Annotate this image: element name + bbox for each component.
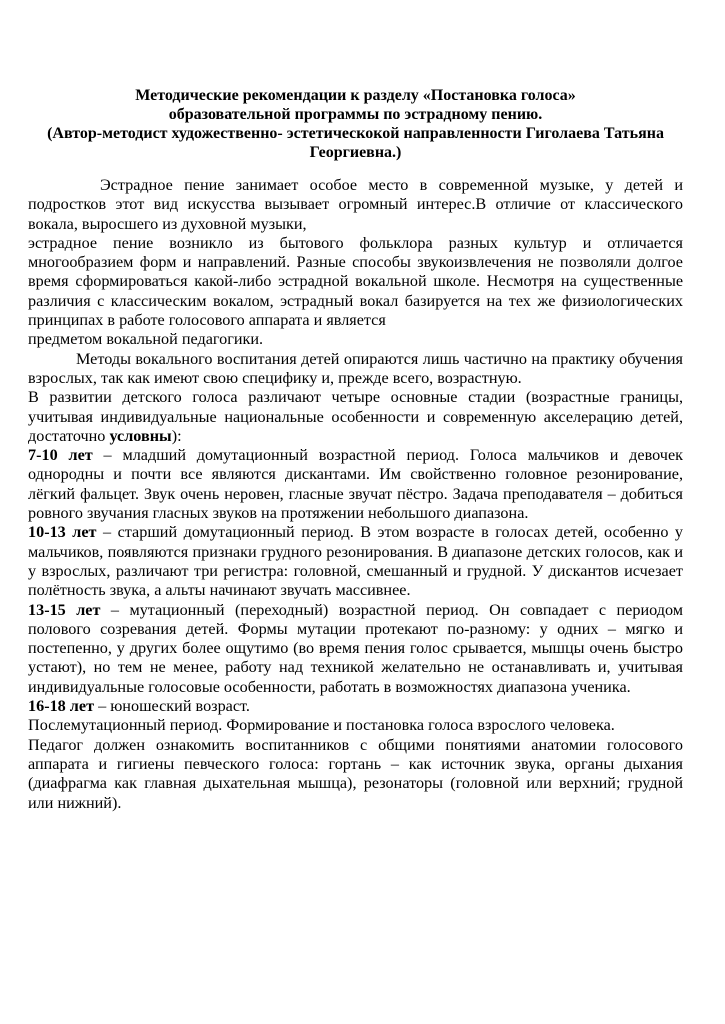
paragraph-stages bbox=[28, 388, 683, 446]
paragraph-stage-10-13 bbox=[28, 523, 683, 600]
stage-7-10-text: – младший домутационный возрастной период. Голоса мальчиков и девочек однородны и почти все являются дискантами. Им свойственно головное резонирование, лёгкий фальцет. Звук очень неровен, гласные звучат пёстро. Задача преподавателя – добиться ровного звучания гласных звуков на протяжении небольшого диапазона. bbox=[28, 446, 683, 523]
stage-7-10-label: 7-10 лет bbox=[28, 446, 93, 465]
stage-13-15-text: – мутационный (переходный) возрастной период. Он совпадает с периодом полового созревания детей. Формы мутации протекают по-разному: у одних – мягко и постепенно, у других более ощутимо (во время пения голос срывается, мышцы очень быстро устают), но тем не менее, работу над техникой желательно не останавливать и, учитывая индивидуальные голосовые особенности, работать в возможностях диапазона ученика. bbox=[28, 600, 683, 696]
paragraph-stage-13-15 bbox=[28, 601, 683, 697]
title-line-1: Методические рекомендации к разделу «Постановка голоса» bbox=[135, 87, 576, 104]
paragraph-methods: Методы вокального воспитания детей опираются лишь частично на практику обучения взрослых, так как имеют свою специфику и, прежде всего, возрастную. bbox=[28, 349, 683, 387]
paragraph-intro: Эстрадное пение занимает особое место в современной музыке, у детей и подростков этот вид искусства вызывает огромный интерес.В отличие от классического вокала, выросшего из духовной музыки, bbox=[28, 176, 683, 233]
paragraph-stage-16-18 bbox=[28, 697, 683, 716]
stage-16-18-text: – юношеский возраст. bbox=[94, 697, 250, 716]
title-line-2: образовательной программы по эстрадному пению. bbox=[168, 106, 543, 123]
stages-bold: условны bbox=[109, 426, 172, 445]
stage-16-18-label: 16-18 лет bbox=[28, 697, 95, 716]
stages-text: В развитии детского голоса различают четыре основные стадии (возрастные границы, учитывая индивидуальные национальные особенности и современную акселерацию детей, достаточно bbox=[28, 388, 683, 445]
paragraph-estrada: эстрадное пение возникло из бытового фольклора разных культур и отличается многообразием форм и направлений. Разные способы звукоизвлечения не позволяли долгое время сформироваться какой-либо эстрадной вокальной школе. Несмотря на существенные различия с классическим вокалом, эстрадный вокал базируется на тех же физиологических принципах в работе голосового аппарата и является bbox=[28, 233, 683, 330]
document-body bbox=[28, 176, 683, 813]
paragraph-teacher: Педагог должен ознакомить воспитанников с общими понятиями анатомии голосового аппарата и гигиены певческого голоса: гортань – как источник звука, органы дыхания (диафрагма как главная дыхательная мышца), резонаторы (головной или верхний; грудной или нижний). bbox=[28, 735, 683, 812]
stage-13-15-label: 13-15 лет bbox=[28, 600, 101, 619]
stages-end: ): bbox=[171, 426, 182, 445]
paragraph-post-mutation: Послемутационный период. Формирование и постановка голоса взрослого человека. bbox=[28, 716, 615, 735]
stage-10-13-label: 10-13 лет bbox=[28, 523, 97, 542]
paragraph-pedagogy: предметом вокальной педагогики. bbox=[28, 330, 264, 349]
paragraph-stage-7-10 bbox=[28, 446, 683, 523]
title-line-4: Георгиевна.) bbox=[309, 144, 402, 161]
document-title bbox=[28, 86, 683, 162]
title-line-3: (Автор-методист художественно- эстетическокой направленности Гиголаева Татьяна bbox=[47, 125, 664, 142]
stage-10-13-text: – старший домутационный период. В этом возрасте в голосах детей, особенно у мальчиков, появляются признаки грудного резонирования. В диапазоне детских голосов, как и у взрослых, различают три регистра: головной, смешанный и грудной. У дискантов исчезает полётность звука, а альты начинают звучать массивнее. bbox=[28, 523, 684, 600]
